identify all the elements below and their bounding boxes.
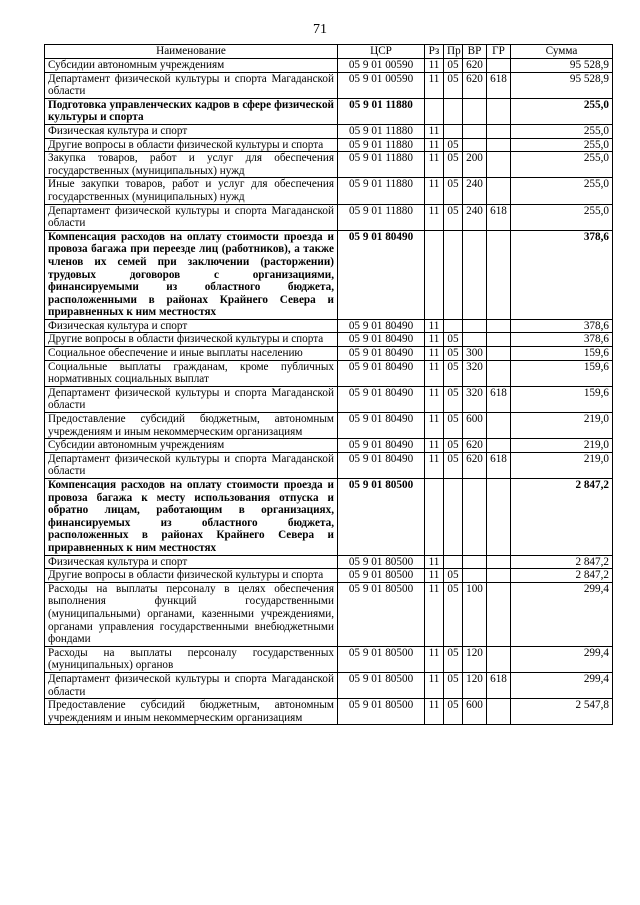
- cell-name: Департамент физической культуры и спорта Магаданской области: [45, 672, 338, 698]
- cell-vr: 620: [463, 439, 487, 453]
- cell-gr: [487, 582, 511, 646]
- cell-name: Департамент физической культуры и спорта Магаданской области: [45, 452, 338, 478]
- cell-pr: 05: [444, 138, 463, 152]
- cell-name: Социальное обеспечение и иные выплаты населению: [45, 347, 338, 361]
- cell-sum: 159,6: [511, 347, 613, 361]
- cell-rz: 11: [425, 582, 444, 646]
- cell-gr: [487, 230, 511, 319]
- cell-name: Предоставление субсидий бюджетным, автономным учреждениям и иным некоммерческим организациям: [45, 699, 338, 725]
- table-row: [45, 646, 613, 672]
- cell-gr: [487, 646, 511, 672]
- cell-rz: 11: [425, 569, 444, 583]
- cell-vr: [463, 319, 487, 333]
- cell-rz: [425, 479, 444, 556]
- cell-rz: 11: [425, 672, 444, 698]
- cell-sum: 159,6: [511, 386, 613, 412]
- cell-csr: 05 9 01 80490: [338, 319, 425, 333]
- table-row: [45, 699, 613, 725]
- cell-rz: 11: [425, 152, 444, 178]
- cell-sum: 378,6: [511, 230, 613, 319]
- cell-vr: [463, 138, 487, 152]
- cell-csr: 05 9 01 11880: [338, 138, 425, 152]
- header-sum: Сумма: [511, 45, 613, 59]
- cell-pr: 05: [444, 360, 463, 386]
- cell-vr: [463, 569, 487, 583]
- cell-csr: 05 9 01 00590: [338, 59, 425, 73]
- table-row: [45, 582, 613, 646]
- cell-sum: 2 547,8: [511, 699, 613, 725]
- cell-vr: 620: [463, 72, 487, 98]
- cell-vr: 240: [463, 178, 487, 204]
- cell-csr: 05 9 01 80500: [338, 582, 425, 646]
- cell-sum: 95 528,9: [511, 72, 613, 98]
- cell-pr: 05: [444, 569, 463, 583]
- cell-gr: [487, 699, 511, 725]
- cell-vr: 300: [463, 347, 487, 361]
- cell-csr: 05 9 01 80500: [338, 699, 425, 725]
- cell-vr: 320: [463, 386, 487, 412]
- cell-name: Другие вопросы в области физической культуры и спорта: [45, 569, 338, 583]
- cell-csr: 05 9 01 80500: [338, 672, 425, 698]
- table-row: [45, 672, 613, 698]
- cell-rz: 11: [425, 333, 444, 347]
- table-row: [45, 124, 613, 138]
- cell-vr: 620: [463, 452, 487, 478]
- cell-name: Департамент физической культуры и спорта Магаданской области: [45, 386, 338, 412]
- cell-rz: 11: [425, 319, 444, 333]
- cell-name: Предоставление субсидий бюджетным, автономным учреждениям и иным некоммерческим организациям: [45, 413, 338, 439]
- cell-rz: 11: [425, 439, 444, 453]
- cell-gr: [487, 138, 511, 152]
- cell-sum: 159,6: [511, 360, 613, 386]
- table-row: [45, 230, 613, 319]
- cell-rz: [425, 98, 444, 124]
- cell-vr: [463, 555, 487, 569]
- cell-name: Физическая культура и спорт: [45, 124, 338, 138]
- cell-vr: [463, 479, 487, 556]
- cell-sum: 2 847,2: [511, 555, 613, 569]
- cell-pr: 05: [444, 386, 463, 412]
- cell-name: Департамент физической культуры и спорта Магаданской области: [45, 72, 338, 98]
- cell-gr: 618: [487, 386, 511, 412]
- cell-csr: 05 9 01 80490: [338, 347, 425, 361]
- header-rz: Рз: [425, 45, 444, 59]
- cell-sum: 255,0: [511, 204, 613, 230]
- table-row: [45, 59, 613, 73]
- cell-gr: [487, 319, 511, 333]
- cell-name: Субсидии автономным учреждениям: [45, 439, 338, 453]
- table-row: [45, 319, 613, 333]
- cell-rz: 11: [425, 452, 444, 478]
- cell-name: Иные закупки товаров, работ и услуг для обеспечения государственных (муниципальных) нужд: [45, 178, 338, 204]
- cell-rz: 11: [425, 413, 444, 439]
- cell-gr: [487, 439, 511, 453]
- table-row: [45, 413, 613, 439]
- cell-rz: 11: [425, 178, 444, 204]
- cell-name: Физическая культура и спорт: [45, 555, 338, 569]
- cell-sum: 219,0: [511, 413, 613, 439]
- table-row: [45, 439, 613, 453]
- cell-gr: [487, 569, 511, 583]
- cell-pr: 05: [444, 152, 463, 178]
- table-row: [45, 178, 613, 204]
- cell-vr: 200: [463, 152, 487, 178]
- table-row: [45, 386, 613, 412]
- cell-gr: [487, 59, 511, 73]
- header-pr: Пр: [444, 45, 463, 59]
- cell-pr: [444, 319, 463, 333]
- cell-pr: 05: [444, 204, 463, 230]
- cell-rz: 11: [425, 124, 444, 138]
- cell-rz: 11: [425, 555, 444, 569]
- header-name: Наименование: [45, 45, 338, 59]
- cell-vr: 100: [463, 582, 487, 646]
- cell-pr: 05: [444, 582, 463, 646]
- header-csr: ЦСР: [338, 45, 425, 59]
- table-row: [45, 333, 613, 347]
- cell-sum: 255,0: [511, 98, 613, 124]
- cell-gr: 618: [487, 72, 511, 98]
- cell-vr: 120: [463, 646, 487, 672]
- cell-sum: 2 847,2: [511, 569, 613, 583]
- cell-name: Физическая культура и спорт: [45, 319, 338, 333]
- cell-rz: 11: [425, 699, 444, 725]
- cell-pr: 05: [444, 646, 463, 672]
- cell-pr: 05: [444, 413, 463, 439]
- cell-csr: 05 9 01 80490: [338, 439, 425, 453]
- cell-rz: 11: [425, 347, 444, 361]
- cell-gr: [487, 413, 511, 439]
- cell-gr: [487, 333, 511, 347]
- cell-gr: [487, 152, 511, 178]
- cell-sum: 95 528,9: [511, 59, 613, 73]
- cell-gr: [487, 347, 511, 361]
- cell-name: Другие вопросы в области физической культуры и спорта: [45, 138, 338, 152]
- cell-name: Компенсация расходов на оплату стоимости проезда и провоза багажа при переезде лиц (работников), а также членов их семей при заключении (расторжении) трудовых договоров с организациями, финансируемыми из областного бюджета, расположенными в районах Крайнего Севера и приравненных к ним местностях: [45, 230, 338, 319]
- table-row: [45, 72, 613, 98]
- cell-csr: 05 9 01 80490: [338, 452, 425, 478]
- cell-sum: 255,0: [511, 152, 613, 178]
- cell-gr: 618: [487, 204, 511, 230]
- cell-name: Субсидии автономным учреждениям: [45, 59, 338, 73]
- table-body: [45, 59, 613, 725]
- cell-pr: 05: [444, 439, 463, 453]
- cell-vr: 320: [463, 360, 487, 386]
- cell-csr: 05 9 01 80490: [338, 333, 425, 347]
- cell-sum: 219,0: [511, 452, 613, 478]
- cell-pr: 05: [444, 59, 463, 73]
- cell-gr: [487, 555, 511, 569]
- table-row: [45, 152, 613, 178]
- cell-pr: 05: [444, 699, 463, 725]
- cell-name: Другие вопросы в области физической культуры и спорта: [45, 333, 338, 347]
- cell-csr: 05 9 01 11880: [338, 124, 425, 138]
- cell-gr: [487, 124, 511, 138]
- cell-csr: 05 9 01 11880: [338, 152, 425, 178]
- cell-name: Закупка товаров, работ и услуг для обеспечения государственных (муниципальных) нужд: [45, 152, 338, 178]
- cell-vr: 600: [463, 413, 487, 439]
- cell-csr: 05 9 01 80490: [338, 386, 425, 412]
- cell-sum: 255,0: [511, 138, 613, 152]
- cell-csr: 05 9 01 80500: [338, 646, 425, 672]
- cell-sum: 2 847,2: [511, 479, 613, 556]
- table-row: [45, 479, 613, 556]
- cell-vr: 240: [463, 204, 487, 230]
- table-row: [45, 569, 613, 583]
- cell-vr: [463, 230, 487, 319]
- cell-gr: [487, 360, 511, 386]
- cell-sum: 299,4: [511, 672, 613, 698]
- cell-rz: 11: [425, 72, 444, 98]
- cell-pr: 05: [444, 72, 463, 98]
- cell-vr: [463, 333, 487, 347]
- cell-pr: [444, 124, 463, 138]
- budget-table: [44, 44, 613, 725]
- cell-vr: [463, 98, 487, 124]
- cell-name: Подготовка управленческих кадров в сфере физической культуры и спорта: [45, 98, 338, 124]
- cell-sum: 255,0: [511, 178, 613, 204]
- cell-csr: 05 9 01 80500: [338, 479, 425, 556]
- cell-rz: 11: [425, 386, 444, 412]
- cell-name: Департамент физической культуры и спорта Магаданской области: [45, 204, 338, 230]
- cell-vr: [463, 124, 487, 138]
- cell-csr: 05 9 01 11880: [338, 98, 425, 124]
- cell-csr: 05 9 01 80490: [338, 230, 425, 319]
- cell-vr: 120: [463, 672, 487, 698]
- cell-rz: [425, 230, 444, 319]
- table-row: [45, 555, 613, 569]
- cell-sum: 299,4: [511, 646, 613, 672]
- table-row: [45, 98, 613, 124]
- cell-rz: 11: [425, 204, 444, 230]
- cell-name: Социальные выплаты гражданам, кроме публичных нормативных социальных выплат: [45, 360, 338, 386]
- header-vr: ВР: [463, 45, 487, 59]
- cell-csr: 05 9 01 00590: [338, 72, 425, 98]
- cell-pr: 05: [444, 672, 463, 698]
- table-row: [45, 360, 613, 386]
- cell-sum: 378,6: [511, 319, 613, 333]
- cell-csr: 05 9 01 80500: [338, 555, 425, 569]
- cell-gr: 618: [487, 452, 511, 478]
- cell-name: Расходы на выплаты персоналу государственных (муниципальных) органов: [45, 646, 338, 672]
- cell-csr: 05 9 01 80490: [338, 360, 425, 386]
- cell-sum: 219,0: [511, 439, 613, 453]
- table-header-row: [45, 45, 613, 59]
- cell-csr: 05 9 01 80500: [338, 569, 425, 583]
- cell-pr: [444, 230, 463, 319]
- cell-sum: 299,4: [511, 582, 613, 646]
- cell-pr: 05: [444, 178, 463, 204]
- cell-pr: [444, 479, 463, 556]
- table-row: [45, 347, 613, 361]
- cell-vr: 620: [463, 59, 487, 73]
- cell-sum: 255,0: [511, 124, 613, 138]
- cell-gr: [487, 98, 511, 124]
- cell-pr: 05: [444, 333, 463, 347]
- cell-gr: 618: [487, 672, 511, 698]
- cell-csr: 05 9 01 80490: [338, 413, 425, 439]
- table-row: [45, 204, 613, 230]
- table-row: [45, 138, 613, 152]
- cell-rz: 11: [425, 59, 444, 73]
- cell-vr: 600: [463, 699, 487, 725]
- cell-pr: 05: [444, 347, 463, 361]
- cell-gr: [487, 178, 511, 204]
- cell-rz: 11: [425, 360, 444, 386]
- cell-sum: 378,6: [511, 333, 613, 347]
- cell-rz: 11: [425, 646, 444, 672]
- page-number: 71: [313, 22, 327, 37]
- cell-pr: 05: [444, 452, 463, 478]
- cell-csr: 05 9 01 11880: [338, 204, 425, 230]
- cell-pr: [444, 555, 463, 569]
- cell-csr: 05 9 01 11880: [338, 178, 425, 204]
- cell-name: Компенсация расходов на оплату стоимости проезда и провоза багажа к месту использования отпуска и обратно лицам, работающим в организациях, финансируемых из областного бюджета, расположенных в районах Крайнего Севера и приравненных к ним местностях: [45, 479, 338, 556]
- cell-rz: 11: [425, 138, 444, 152]
- cell-name: Расходы на выплаты персоналу в целях обеспечения выполнения функций государственными (муниципальными) органами, казенными учреждениями, органами управления государственными внебюджетными фондами: [45, 582, 338, 646]
- cell-pr: [444, 98, 463, 124]
- cell-gr: [487, 479, 511, 556]
- header-gr: ГР: [487, 45, 511, 59]
- table-row: [45, 452, 613, 478]
